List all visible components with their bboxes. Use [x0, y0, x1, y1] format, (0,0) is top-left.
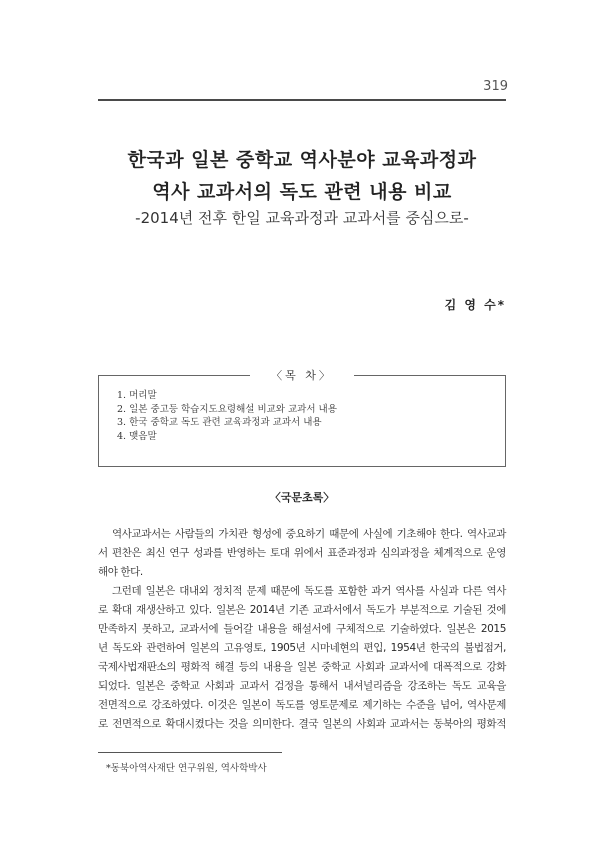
footnote-rule: [98, 752, 282, 753]
abstract-line: 로 확대 재생산하고 있다. 일본은 2014년 기존 교과서에서 독도가 부분적으로 기술된 것에: [98, 604, 506, 616]
toc-item: 1. 머리말: [117, 390, 157, 401]
author-name: 김 영 수*: [444, 298, 506, 312]
paper-subtitle: -2014년 전후 한일 교육과정과 교과서를 중심으로-: [135, 209, 469, 227]
page-number: 319: [483, 79, 508, 94]
abstract-heading: 〈국문초록〉: [269, 491, 335, 504]
abstract-line: 만족하지 못하고, 교과서에 들어갈 내용을 해설서에 구체적으로 기술하였다. 일본은 2015: [98, 623, 506, 635]
toc-heading: 〈목 차〉: [250, 367, 354, 383]
toc-item: 3. 한국 중학교 독도 관련 교육과정과 교과서 내용: [117, 417, 322, 428]
abstract-line: 되었다. 일본은 중학교 사회과 교과서 검정을 통해서 내셔널리즘을 강조하는 독도 교육을: [98, 680, 506, 692]
author-footnote: *동북아역사재단 연구위원, 역사학박사: [106, 763, 267, 774]
abstract-line: 년 독도와 관련하여 일본의 고유영토, 1905년 시마네현의 편입, 1954년 한국의 불법점거,: [98, 642, 506, 654]
toc-item: 4. 맺음말: [117, 430, 157, 442]
paper-title-line-1: 한국과 일본 중학교 역사분야 교육과정과: [127, 149, 477, 171]
abstract-line: 국제사법재판소의 평화적 해결 등의 내용을 일본 중학교 사회과 교과서에 대폭적으로 강화: [98, 661, 506, 673]
toc-item: 2. 일본 중고등 학습지도요령해설 비교와 교과서 내용: [117, 403, 337, 415]
toc-list: [117, 389, 337, 443]
abstract-line: 전면적으로 강조하였다. 이것은 일본이 독도를 영토문제로 제기하는 수준을 넘어, 역사문제: [98, 699, 506, 711]
abstract-line: 그런데 일본은 대내외 정치적 문제 때문에 독도를 포함한 과거 역사를 사실과 다른 역사: [112, 585, 506, 597]
paper-title-line-2: 역사 교과서의 독도 관련 내용 비교: [152, 181, 452, 203]
header-rule: [98, 99, 506, 101]
abstract-line: 서 편찬은 최신 연구 성과를 반영하는 토대 위에서 표준과정과 심의과정을 체계적으로 운영: [98, 547, 506, 559]
abstract-line: 역사교과서는 사람들의 가치관 형성에 중요하기 때문에 사실에 기초해야 한다. 역사교과: [112, 528, 506, 540]
abstract-line: 로 전면적으로 확대시켰다는 것을 의미한다. 결국 일본의 사회과 교과서는 동북아의 평화적: [98, 718, 506, 730]
abstract-line: 해야 한다.: [98, 566, 143, 578]
